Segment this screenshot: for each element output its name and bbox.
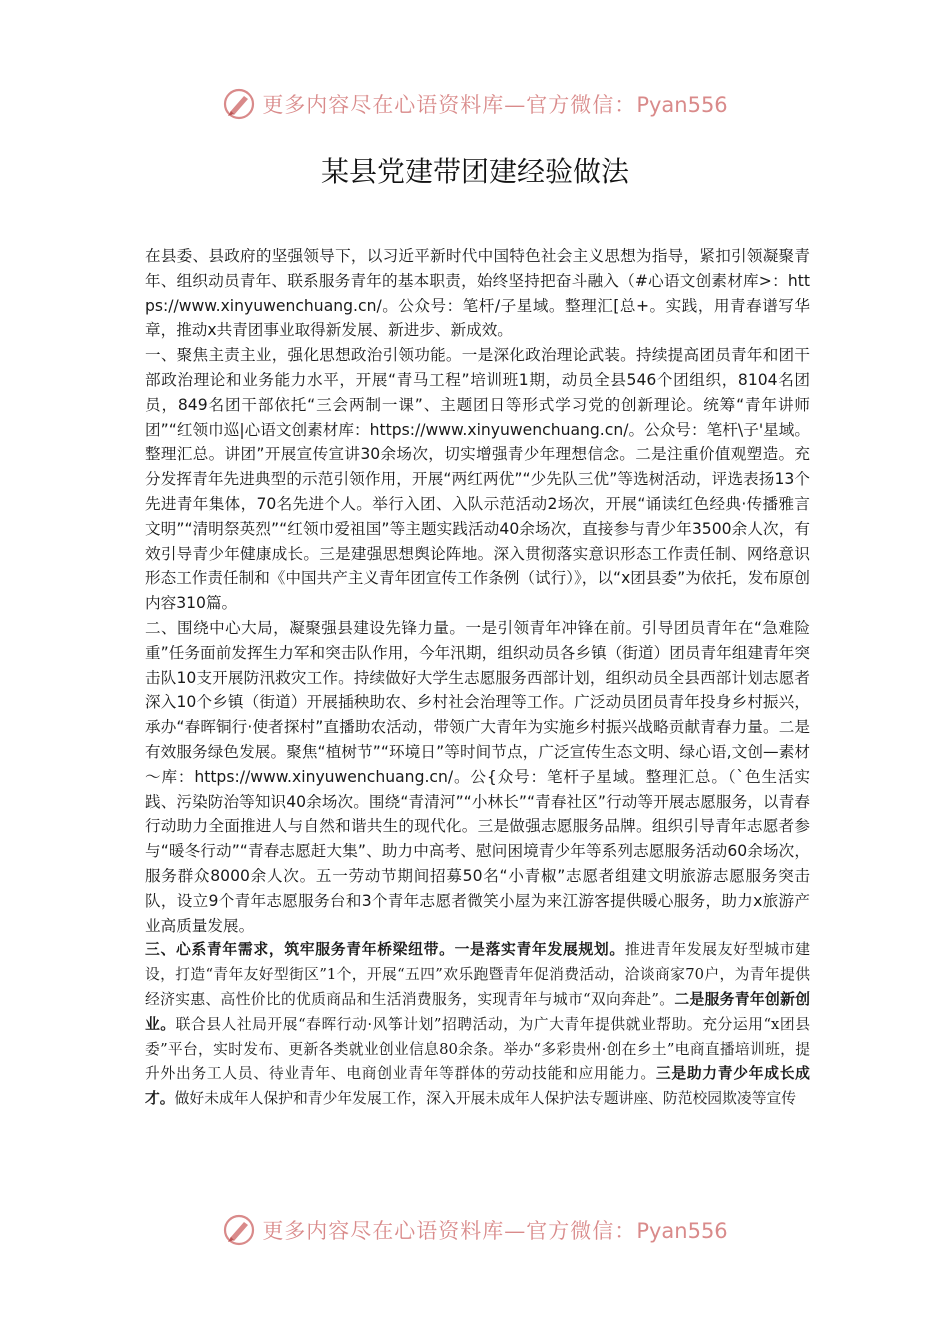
section-1-paragraph: 一、聚焦主责主业，强化思想政治引领功能。一是深化政治理论武装。持续提高团员青年和团干部政治理论和业务能力水平，开展“青马工程”培训班1期，动员全县546个团组织，8104名团员，849名团干部依托“三会两制一课”、主题团日等形式学习党的创新理论。统筹“青年讲师团”“红领巾巡|心语文创素材库：https://www.xinyuwenchuang.cn/。公众号：笔杆\子'星域。整理汇总。讲团”开展宣传宣讲30余场次，切实增强青少年理想信念。二是注重价值观塑造。充分发挥青年先进典型的示范引领作用，开展“两红两优”“少先队三优”等选树活动，评选表扬13个先进青年集体，70名先进个人。举行入团、入队示范活动2场次，开展“诵读红色经典·传播雅言文明”“清明祭英烈”“红领巾爱祖国”等主题实践活动40余场次，直接参与青少年3500余人次，有效引导青少年健康成长。三是建强思想舆论阵地。深入贯彻落实意识形态工作责任制、网络意识形态工作责任制和《中国共产主义青年团宣传工作条例（试行）》，以“x团县委”为依托，发布原创内容310篇。: [145, 346, 810, 613]
footer-banner: [0, 1210, 950, 1250]
footer-banner-wechat-id: Pyan556: [636, 1219, 728, 1243]
intro-paragraph: 在县委、县政府的坚强领导下，以习近平新时代中国特色社会主义思想为指导，紧扣引领凝聚青年、组织动员青年、联系服务青年的基本职责，始终坚持把奋斗融入（#心语文创素材库>：https://www.xinyuwenchuang.cn/。公众号：笔杆/子星域。整理汇[总+。实践，用青春谱写华章，推动x共青团事业取得新发展、新进步、新成效。: [145, 247, 810, 340]
pen-logo-icon: [222, 87, 256, 121]
section-3-part-b: 联合县人社局开展“春晖行动·风筝计划”招聘活动，为广大青年提供就业帮助。充分运用“x团县委”平台，实时发布、更新各类就业创业信息80余条。举办“多彩贵州·创在乡土”电商直播培训班，提升外出务工人员、待业青年、电商创业青年等群体的劳动技能和应用能力。: [145, 1015, 810, 1083]
section-2-paragraph: 二、围绕中心大局，凝聚强县建设先锋力量。一是引领青年冲锋在前。引导团员青年在“急难险重”任务面前发挥生力军和突击队作用，今年汛期，组织动员各乡镇（街道）团员青年组建青年突击队10支开展防汛救灾工作。持续做好大学生志愿服务西部计划，组织动员全县西部计划志愿者深入10个乡镇（街道）开展插秧助农、乡村社会治理等工作。广泛动员团员青年投身乡村振兴，承办“春晖铜行·使者探村”直播助农活动，带领广大青年为实施乡村振兴战略贡献青春力量。二是有效服务绿色发展。聚焦“植树节”“环境日”等时间节点，广泛宣传生态文明、绿心语,文创—素材～库：https://www.xinyuwenchuang.cn/。公{众号：笔杆子星域。整理汇总。（`色生活实践、污染防治等知识40余场次。围绕“青清河”“小林长”“青春社区”行动等开展志愿服务，以青春行动助力全面推进人与自然和谐共生的现代化。三是做强志愿服务品牌。组织引导青年志愿者参与“暖冬行动”“青春志愿赶大集”、助力中高考、慰问困境青少年等系列志愿服务活动60余场次，服务群众8000余人次。五一劳动节期间招募50名“小青椒”志愿者组建文明旅游志愿服务突击队，设立9个青年志愿服务台和3个青年志愿者微笑小屋为来江游客提供暖心服务，助力x旅游产业高质量发展。: [145, 618, 810, 935]
page-title: 某县党建带团建经验做法: [320, 155, 629, 188]
header-banner-wechat-id: Pyan556: [636, 93, 728, 117]
section-3-part-a: 推进青年发展友好型城市建设，打造“青年友好型街区”1个，开展“五四”欢乐跑暨青年促消费活动，洽谈商家70户，为青年提供经济实惠、高性价比的优质商品和生活消费服务，实现青年与城市“双向奔赴”。: [145, 941, 810, 1008]
document-body: [145, 244, 810, 1112]
footer-banner-text: 更多内容尽在心语资料库—官方微信：Pyan556: [262, 1219, 728, 1243]
header-banner: [0, 84, 950, 124]
section-3-part-c: 做好未成年人保护和青少年发展工作，深入开展未成年人保护法专题讲座、防范校园欺凌等宣传: [174, 1090, 797, 1108]
section-3-part-b-heading: 二是服务青年创新创业。: [145, 990, 810, 1033]
section-3-paragraph: [145, 938, 810, 1112]
section-3-part-c-heading: 三是助力青少年成长成才。: [145, 1065, 810, 1108]
pen-logo-icon: [222, 1213, 256, 1247]
header-banner-text: 更多内容尽在心语资料库—官方微信：Pyan556: [262, 93, 728, 117]
section-3-heading: 三、心系青年需求，筑牢服务青年桥梁纽带。一是落实青年发展规划。: [145, 941, 625, 959]
